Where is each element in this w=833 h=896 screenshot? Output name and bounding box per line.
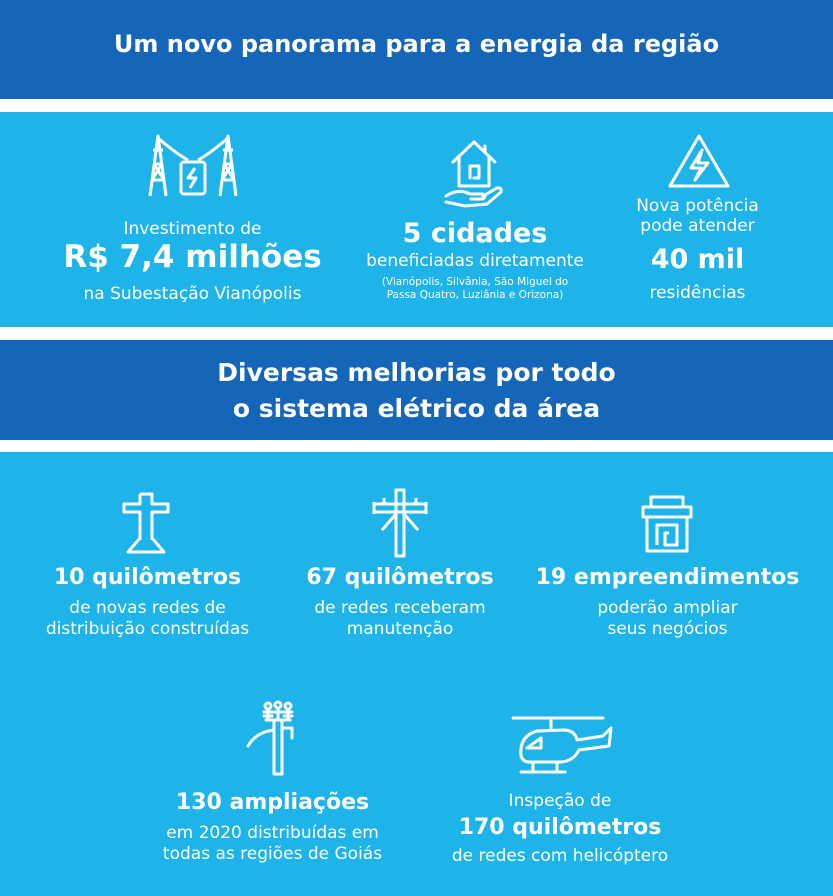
investment-pre: Investimento de <box>123 219 262 239</box>
power-value: 40 mil <box>650 244 745 275</box>
item-2-desc-line-1: de redes receberam <box>314 598 486 618</box>
cities-value: 5 cidades <box>402 218 548 249</box>
insulator-pole-icon <box>244 700 310 776</box>
cities-post: beneficiadas diretamente <box>366 251 584 271</box>
cities-note-line-1: (Vianópolis, Silvânia, São Miguel do <box>381 276 569 288</box>
page-title: Um novo panorama para a energia da região <box>113 30 720 58</box>
cities-note-line-2: Passa Quatro, Luziânia e Orizona) <box>386 289 564 301</box>
high-voltage-icon <box>666 132 732 190</box>
investment-value: R$ 7,4 milhões <box>63 239 322 275</box>
transformer-icon <box>639 493 695 555</box>
power-pre-line-2: pode atender <box>640 216 755 236</box>
utility-pole-icon <box>370 488 430 558</box>
item-3-desc-line-1: poderão ampliar <box>597 598 738 618</box>
investment-post: na Subestação Vianópolis <box>83 284 302 304</box>
house-hand-icon <box>443 132 505 208</box>
power-pre-line-1: Nova potência <box>636 196 759 216</box>
item-3-value: 19 empreendimentos <box>535 565 800 590</box>
header-band-2 <box>0 340 833 440</box>
item-4-value: 130 ampliações <box>175 790 370 815</box>
section-title-line-1: Diversas melhorias por todo <box>217 358 616 387</box>
section-title-line-2: o sistema elétrico da área <box>232 394 601 423</box>
item-4-desc-line-2: todas as regiões de Goiás <box>162 844 383 864</box>
item-2-desc-line-2: manutenção <box>346 619 454 639</box>
header-band-1 <box>0 0 833 99</box>
item-1-desc-line-1: de novas redes de <box>69 598 226 618</box>
item-4-desc-line-1: em 2020 distribuídas em <box>166 823 379 843</box>
item-5-value: 170 quilômetros <box>458 815 662 840</box>
item-3-desc-line-2: seus negócios <box>607 619 728 639</box>
item-1-value: 10 quilômetros <box>53 565 242 590</box>
pole-icon <box>118 490 174 556</box>
helicopter-icon <box>507 714 613 778</box>
item-2-value: 67 quilômetros <box>306 565 494 590</box>
substation-icon <box>138 130 248 198</box>
item-1-desc-line-2: distribuição construídas <box>45 619 250 639</box>
power-post: residências <box>649 283 746 303</box>
item-5-pre: Inspeção de <box>508 791 612 811</box>
item-5-desc-line-1: de redes com helicóptero <box>451 846 669 866</box>
